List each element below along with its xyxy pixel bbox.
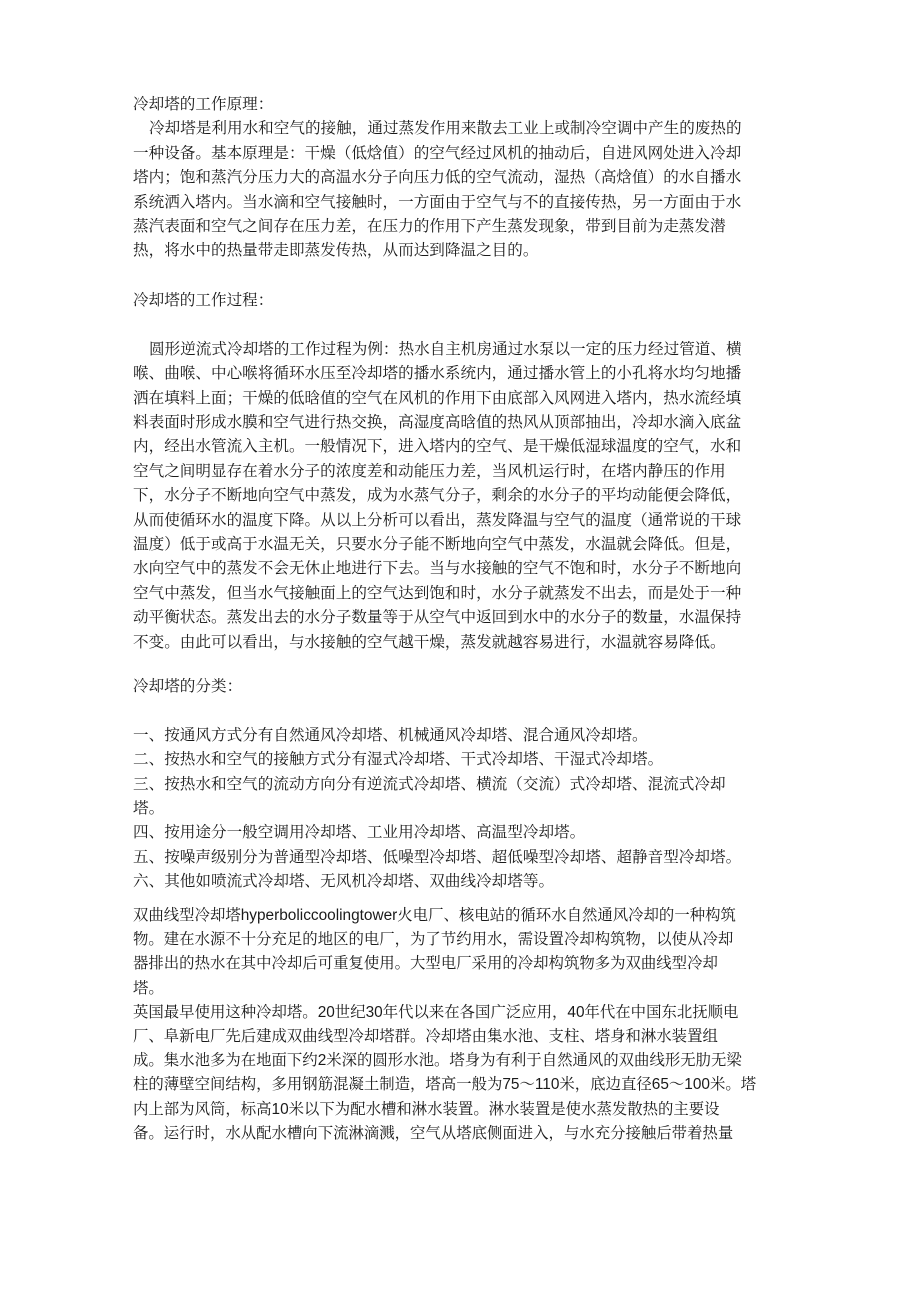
- section-process: [133, 288, 793, 654]
- section-heading: 冷却塔的分类：: [133, 677, 243, 695]
- section-hyperbolic: [133, 904, 793, 1146]
- list-item: 三、按热水和空气的流动方向分有逆流式冷却塔、横流（交流）式冷却塔、混流式冷却: [133, 774, 726, 793]
- list-item: 二、按热水和空气的接触方式分有湿式冷却塔、干式冷却塔、干湿式冷却塔。: [133, 750, 664, 769]
- text-line: 物。建在水源不十分充足的地区的电厂，为了节约用水，需设置冷却构筑物，以使从冷却: [133, 931, 734, 949]
- text-line: 蒸汽表面和空气之间存在压力差，在压力的作用下产生蒸发现象，带到目前为走蒸发潜: [133, 217, 726, 236]
- text-line: 成。集水池多为在地面下约2米深的圆形水池。塔身为有利于自然通风的双曲线形无肋无梁: [133, 1052, 742, 1070]
- list-item: 一、按通风方式分有自然通风冷却塔、机械通风冷却塔、混合通风冷却塔。: [133, 725, 648, 744]
- paragraph-hyperbolic: [133, 904, 793, 1146]
- section-principle: [133, 92, 793, 263]
- text-line: 器排出的热水在其中冷却后可重复使用。大型电厂采用的冷却构筑物多为双曲线型冷却: [133, 955, 718, 973]
- text-line: 塔。: [133, 979, 164, 997]
- list-item: 塔。: [133, 799, 165, 818]
- list-item: 五、按噪声级别分为普通型冷却塔、低噪型冷却塔、超低噪型冷却塔、超静音型冷却塔。: [133, 847, 742, 866]
- text-line: 双曲线型冷却塔hyperboliccoolingtower火电厂、核电站的循环水自然通风冷却的一种构筑: [133, 907, 736, 924]
- text-line: 系统洒入塔内。当水滴和空气接触时，一方面由于空气与不的直接传热，另一方面由于水: [133, 192, 742, 211]
- text-line: 圆形逆流式冷却塔的工作过程为例：热水自主机房通过水泵以一定的压力经过管道、横: [149, 339, 742, 358]
- section-classification: [133, 674, 793, 894]
- text-line: 英国最早使用这种冷却塔。20世纪30年代以来在各国广泛应用，40年代在中国东北抚顺电: [133, 1003, 739, 1021]
- section-heading: 冷却塔的工作过程：: [133, 291, 274, 309]
- list-item: 四、按用途分一般空调用冷却塔、工业用冷却塔、高温型冷却塔。: [133, 823, 586, 842]
- text-line: 从而使循环水的温度下降。从以上分析可以看出，蒸发降温与空气的温度（通常说的干球: [133, 510, 742, 529]
- text-line: 内，经出水管流入主机。一般情况下，进入塔内的空气、是干燥低湿球温度的空气，水和: [133, 437, 742, 456]
- section-heading: 冷却塔的工作原理：: [133, 95, 274, 113]
- text-line: 温度）低于或高于水温无关，只要水分子能不断地向空气中蒸发，水温就会降低。但是，: [133, 535, 742, 554]
- text-line: 厂、阜新电厂先后建成双曲线型冷却塔群。冷却塔由集水池、支柱、塔身和淋水装置组: [133, 1028, 718, 1046]
- text-line: 内上部为风筒，标高10米以下为配水槽和淋水装置。淋水装置是使水蒸发散热的主要设: [133, 1100, 720, 1118]
- text-line: 动平衡状态。蒸发出去的水分子数量等于从空气中返回到水中的水分子的数量，水温保持: [133, 608, 742, 627]
- text-line: 空气之间明显存在着水分子的浓度差和动能压力差，当风机运行时，在塔内静压的作用: [133, 461, 726, 480]
- text-line: 下，水分子不断地向空气中蒸发，成为水蒸气分子，剩余的水分子的平均动能便会降低，: [133, 486, 742, 505]
- text-line: 喉、曲喉、中心喉将循环水压至冷却塔的播水系统内，通过播水管上的小孔将水均匀地播: [133, 364, 742, 383]
- paragraph-principle: [133, 116, 793, 262]
- text-line: 水向空气中的蒸发不会无休止地进行下去。当与水接触的空气不饱和时，水分子不断地向: [133, 559, 742, 578]
- text-line: 空气中蒸发，但当水气接触面上的空气达到饱和时，水分子就蒸发不出去，而是处于一种: [133, 583, 742, 602]
- text-line: 备。运行时，水从配水槽向下流淋滴溅，空气从塔底侧面进入，与水充分接触后带着热量: [133, 1124, 734, 1142]
- classification-list: [133, 723, 793, 894]
- text-line: 热，将水中的热量带走即蒸发传热，从而达到降温之目的。: [133, 241, 539, 260]
- text-line: 洒在填料上面；干燥的低晗值的空气在风机的作用下由底部入风网进入塔内，热水流经填: [133, 388, 742, 407]
- text-line: 冷却塔是利用水和空气的接触，通过蒸发作用来散去工业上或制冷空调中产生的废热的: [149, 119, 742, 138]
- text-line: 料表面时形成水膜和空气进行热交换，高湿度高晗值的热风从顶部抽出，冷却水滴入底盆: [133, 413, 742, 432]
- list-item: 六、其他如喷流式冷却塔、无风机冷却塔、双曲线冷却塔等。: [133, 872, 555, 891]
- text-line: 柱的薄壁空间结构，多用钢筋混凝土制造，塔高一般为75～110米，底边直径65～100米。塔: [133, 1076, 757, 1094]
- paragraph-process: [133, 337, 793, 654]
- text-line: 塔内；饱和蒸汽分压力大的高温水分子向压力低的空气流动，湿热（高焓值）的水自播水: [133, 168, 742, 187]
- text-line: 不变。由此可以看出，与水接触的空气越干燥，蒸发就越容易进行，水温就容易降低。: [133, 632, 726, 651]
- text-line: 一种设备。基本原理是：干燥（低焓值）的空气经过风机的抽动后，自进风网处进入冷却: [133, 143, 742, 162]
